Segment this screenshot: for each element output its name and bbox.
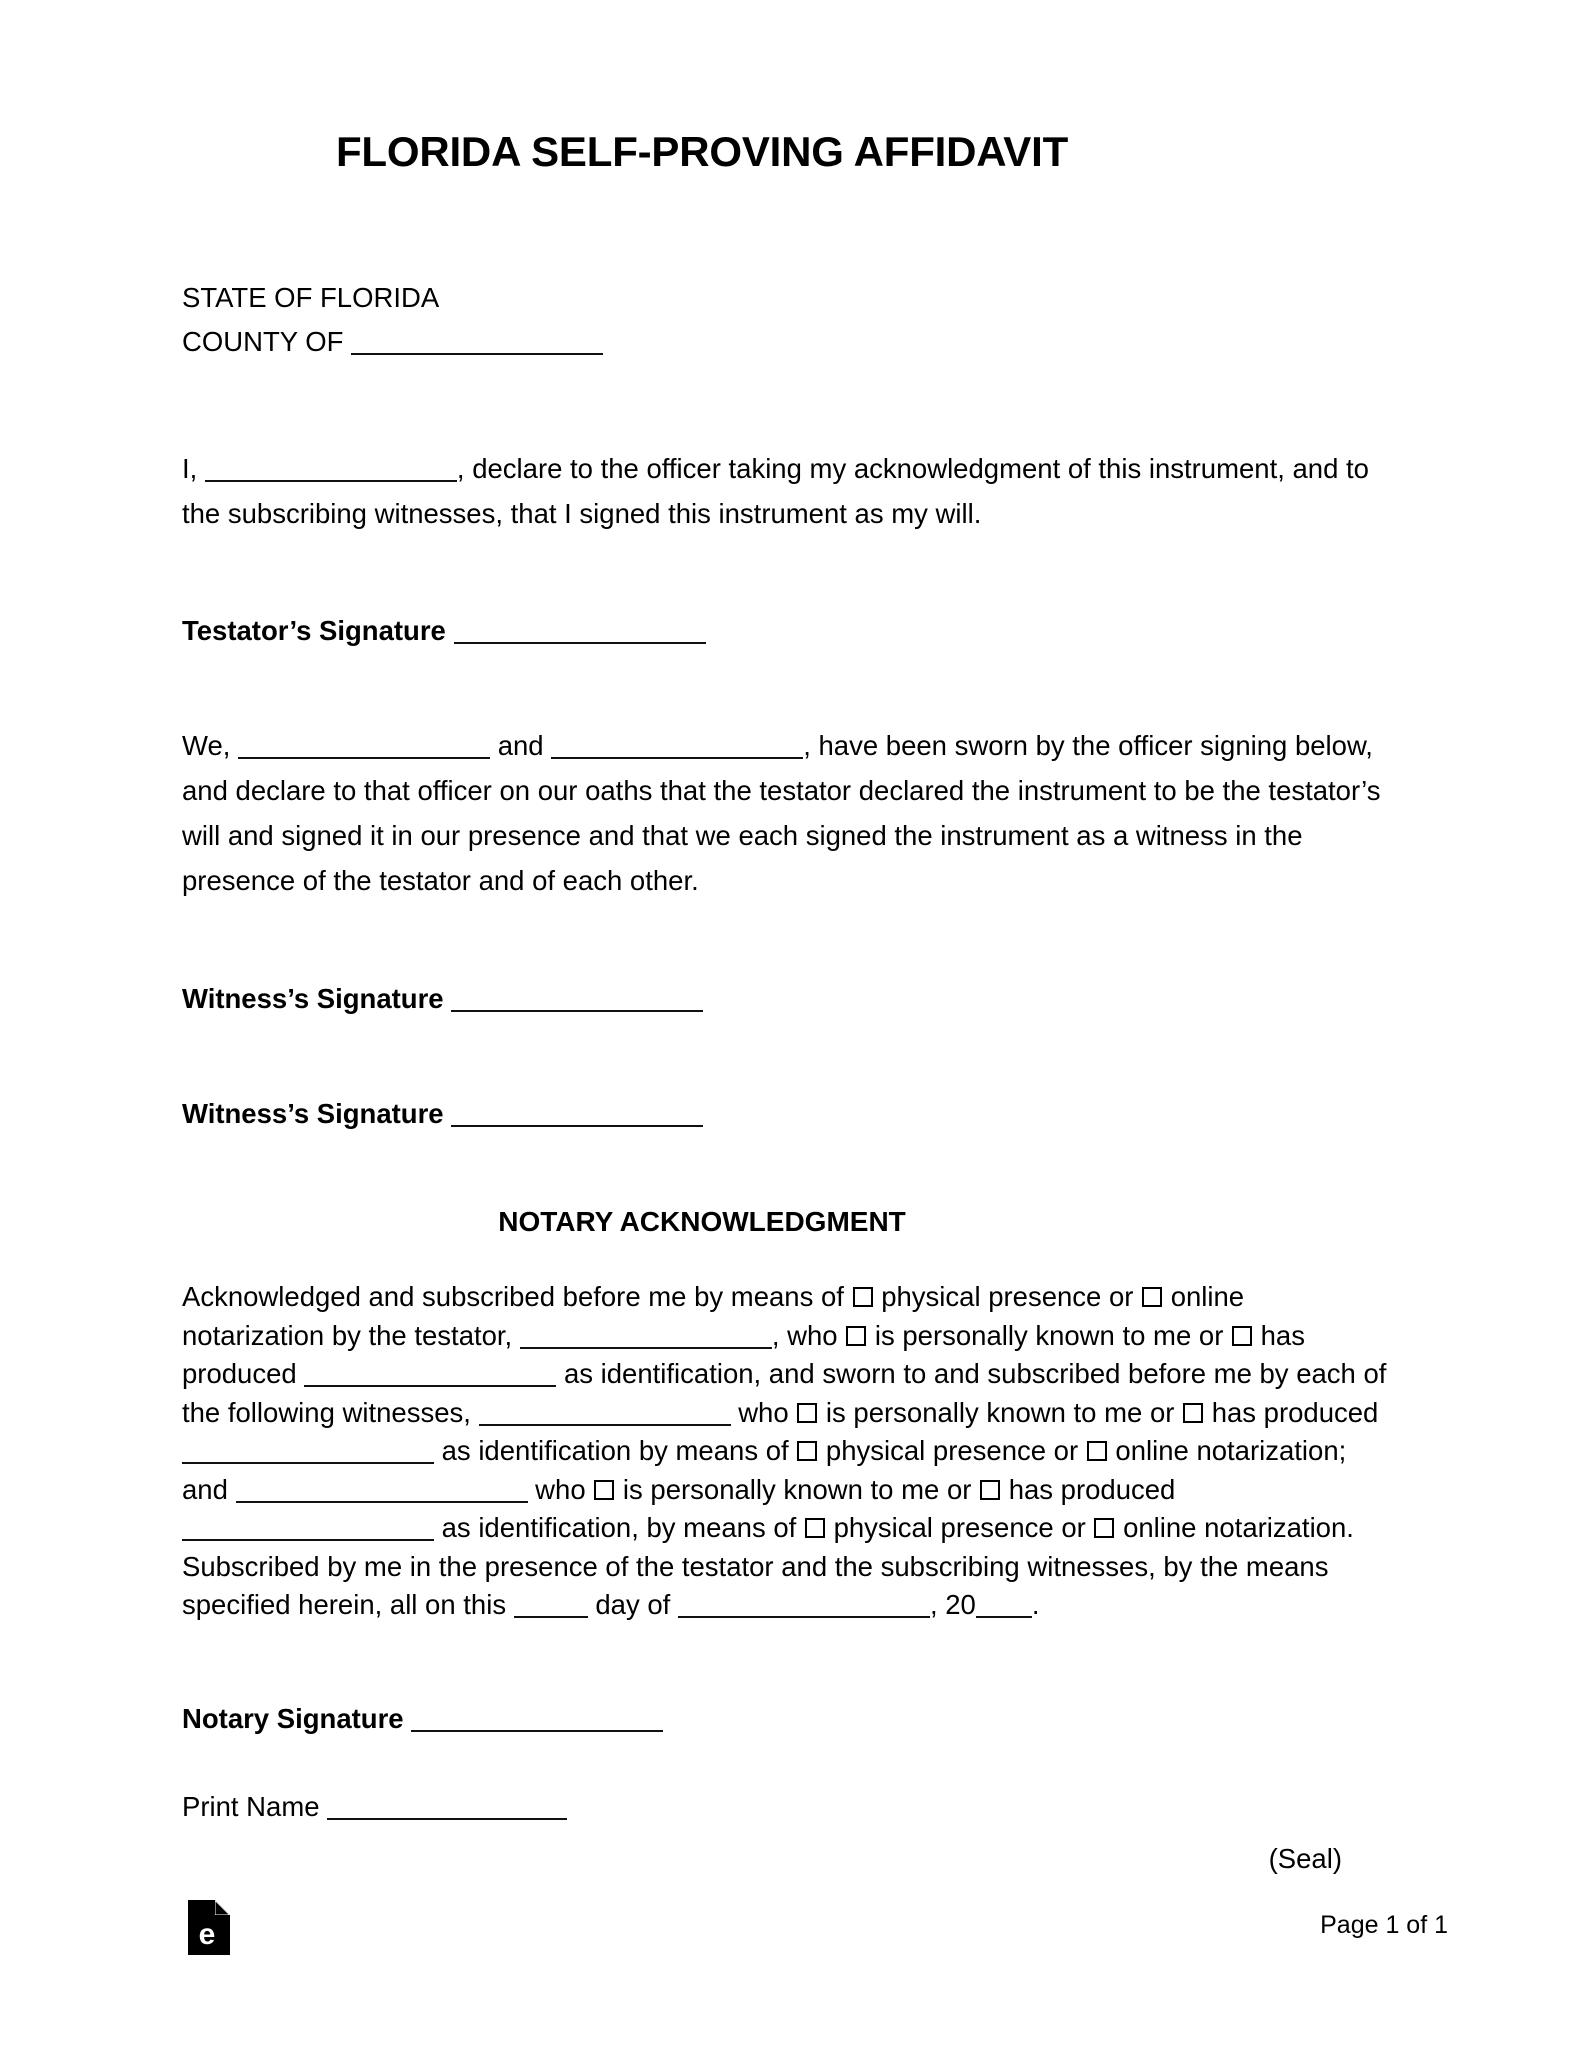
declaration-lead: I, bbox=[182, 453, 198, 484]
checkbox-personally-known-2[interactable] bbox=[797, 1403, 817, 1423]
witness-paragraph-lead: We, bbox=[182, 730, 231, 761]
notary-text-21: , 20 bbox=[929, 1589, 976, 1620]
seal-label: (Seal) bbox=[1268, 1842, 1342, 1874]
witness-name-blank-notary-1[interactable] bbox=[479, 1399, 731, 1426]
seal-area bbox=[182, 1843, 1342, 1875]
svg-text:e: e bbox=[198, 1918, 216, 1951]
testator-signature-label: Testator’s Signature bbox=[182, 615, 446, 646]
state-label: STATE OF FLORIDA bbox=[182, 282, 440, 313]
venue-block bbox=[182, 276, 1392, 364]
witness-name-blank-2[interactable] bbox=[551, 732, 803, 759]
notary-acknowledgment-paragraph bbox=[182, 1278, 1392, 1625]
testator-name-blank-notary[interactable] bbox=[520, 1322, 772, 1349]
page-footer bbox=[0, 1878, 1583, 2048]
notary-text-1: Acknowledged and subscribed before me by means of bbox=[182, 1281, 844, 1312]
identification-blank-3[interactable] bbox=[182, 1514, 434, 1541]
witness-name-blank-notary-2[interactable] bbox=[236, 1476, 528, 1503]
witness-signature-row-1 bbox=[182, 977, 1392, 1021]
notary-text-18: physical presence or bbox=[833, 1512, 1086, 1543]
page-title: FLORIDA SELF-PROVING AFFIDAVIT bbox=[335, 128, 1069, 175]
notary-text-9: is personally known to me or bbox=[825, 1396, 1175, 1428]
county-blank[interactable] bbox=[351, 328, 603, 355]
notary-heading-text: NOTARY ACKNOWLEDGMENT bbox=[498, 1206, 906, 1237]
witness-signature-label-1: Witness’s Signature bbox=[182, 983, 444, 1014]
checkbox-personally-known-3[interactable] bbox=[594, 1480, 614, 1500]
notary-text-4: , who bbox=[771, 1319, 838, 1351]
identification-blank-2[interactable] bbox=[182, 1437, 434, 1464]
checkbox-online-notarization-1[interactable] bbox=[1142, 1287, 1162, 1307]
notary-signature-label: Notary Signature bbox=[182, 1702, 404, 1734]
checkbox-physical-presence-1[interactable] bbox=[853, 1287, 873, 1307]
county-line bbox=[182, 320, 1392, 364]
witness-signature-blank-2[interactable] bbox=[451, 1100, 703, 1127]
checkbox-personally-known-1[interactable] bbox=[846, 1326, 866, 1346]
notary-text-2: physical presence or bbox=[881, 1281, 1134, 1312]
notary-text-3: online notarization by the testator, bbox=[182, 1281, 1245, 1351]
county-label: COUNTY OF bbox=[182, 326, 344, 357]
notary-text-20: day of bbox=[595, 1589, 671, 1620]
checkbox-online-notarization-2[interactable] bbox=[1087, 1441, 1107, 1461]
notary-text-13: online notarization; and bbox=[182, 1435, 1347, 1505]
testator-name-blank[interactable] bbox=[205, 455, 457, 482]
notary-text-17: as identification, by means of bbox=[441, 1512, 797, 1543]
identification-blank-1[interactable] bbox=[304, 1360, 556, 1387]
checkbox-has-produced-3[interactable] bbox=[980, 1480, 1000, 1500]
testator-signature-row bbox=[182, 609, 1392, 653]
notary-text-8: who bbox=[738, 1396, 789, 1428]
witness-paragraph-tail: , have been sworn by the officer signing below, and declare to that officer on our oaths that the testator declared the instrument to be the testator’s will and signed it in our presence and that we each signed the instrument as a witness in the presence of the testator and of each other. bbox=[182, 730, 1381, 896]
state-line bbox=[182, 276, 1392, 320]
witness-signature-label-2: Witness’s Signature bbox=[182, 1098, 444, 1129]
witness-name-blank-1[interactable] bbox=[238, 732, 490, 759]
notary-text-7: as identification, and sworn to and subscribed before me by each of the following witnesses, bbox=[182, 1358, 1387, 1428]
month-blank[interactable] bbox=[678, 1591, 930, 1618]
page-number: Page 1 of 1 bbox=[1320, 1911, 1448, 1939]
notary-text-19: online notarization. Subscribed by me in the presence of the testator and the subscribing witnesses, by the means specified herein, all on this bbox=[182, 1512, 1354, 1620]
checkbox-online-notarization-3[interactable] bbox=[1094, 1518, 1114, 1538]
notary-signature-row bbox=[182, 1697, 1392, 1741]
notary-text-16: has produced bbox=[1008, 1473, 1176, 1505]
document-body bbox=[182, 0, 1392, 1875]
notary-text-14: who bbox=[535, 1473, 586, 1505]
notary-signature-blank[interactable] bbox=[411, 1705, 663, 1732]
notary-text-22: . bbox=[1031, 1589, 1040, 1620]
print-name-blank[interactable] bbox=[327, 1793, 567, 1820]
checkbox-has-produced-2[interactable] bbox=[1183, 1403, 1203, 1423]
testator-signature-blank[interactable] bbox=[454, 617, 706, 644]
declaration-paragraph bbox=[182, 446, 1392, 536]
checkbox-has-produced-1[interactable] bbox=[1232, 1326, 1252, 1346]
notary-text-12: physical presence or bbox=[825, 1435, 1079, 1466]
notary-text-15: is personally known to me or bbox=[622, 1473, 972, 1505]
witness-signature-row-2 bbox=[182, 1092, 1392, 1136]
print-name-row bbox=[182, 1785, 1392, 1829]
witness-paragraph-conj: and bbox=[497, 730, 544, 761]
day-blank[interactable] bbox=[514, 1591, 588, 1618]
notary-text-10: has produced bbox=[1211, 1396, 1379, 1428]
checkbox-physical-presence-2[interactable] bbox=[797, 1441, 817, 1461]
witness-signature-blank-1[interactable] bbox=[451, 985, 703, 1012]
checkbox-physical-presence-3[interactable] bbox=[805, 1518, 825, 1538]
eforms-document-logo-icon bbox=[188, 1900, 230, 1955]
notary-acknowledgment-heading bbox=[184, 1206, 1220, 1238]
notary-text-6: has produced bbox=[182, 1319, 1305, 1389]
witness-paragraph bbox=[182, 723, 1392, 903]
declaration-text: , declare to the officer taking my acknowledgment of this instrument, and to the subscribing witnesses, that I signed this instrument as my will. bbox=[182, 453, 1369, 529]
notary-text-11: as identification by means of bbox=[441, 1435, 789, 1466]
year-blank[interactable] bbox=[976, 1591, 1032, 1618]
print-name-label: Print Name bbox=[182, 1790, 320, 1822]
notary-text-5: is personally known to me or bbox=[874, 1319, 1224, 1351]
